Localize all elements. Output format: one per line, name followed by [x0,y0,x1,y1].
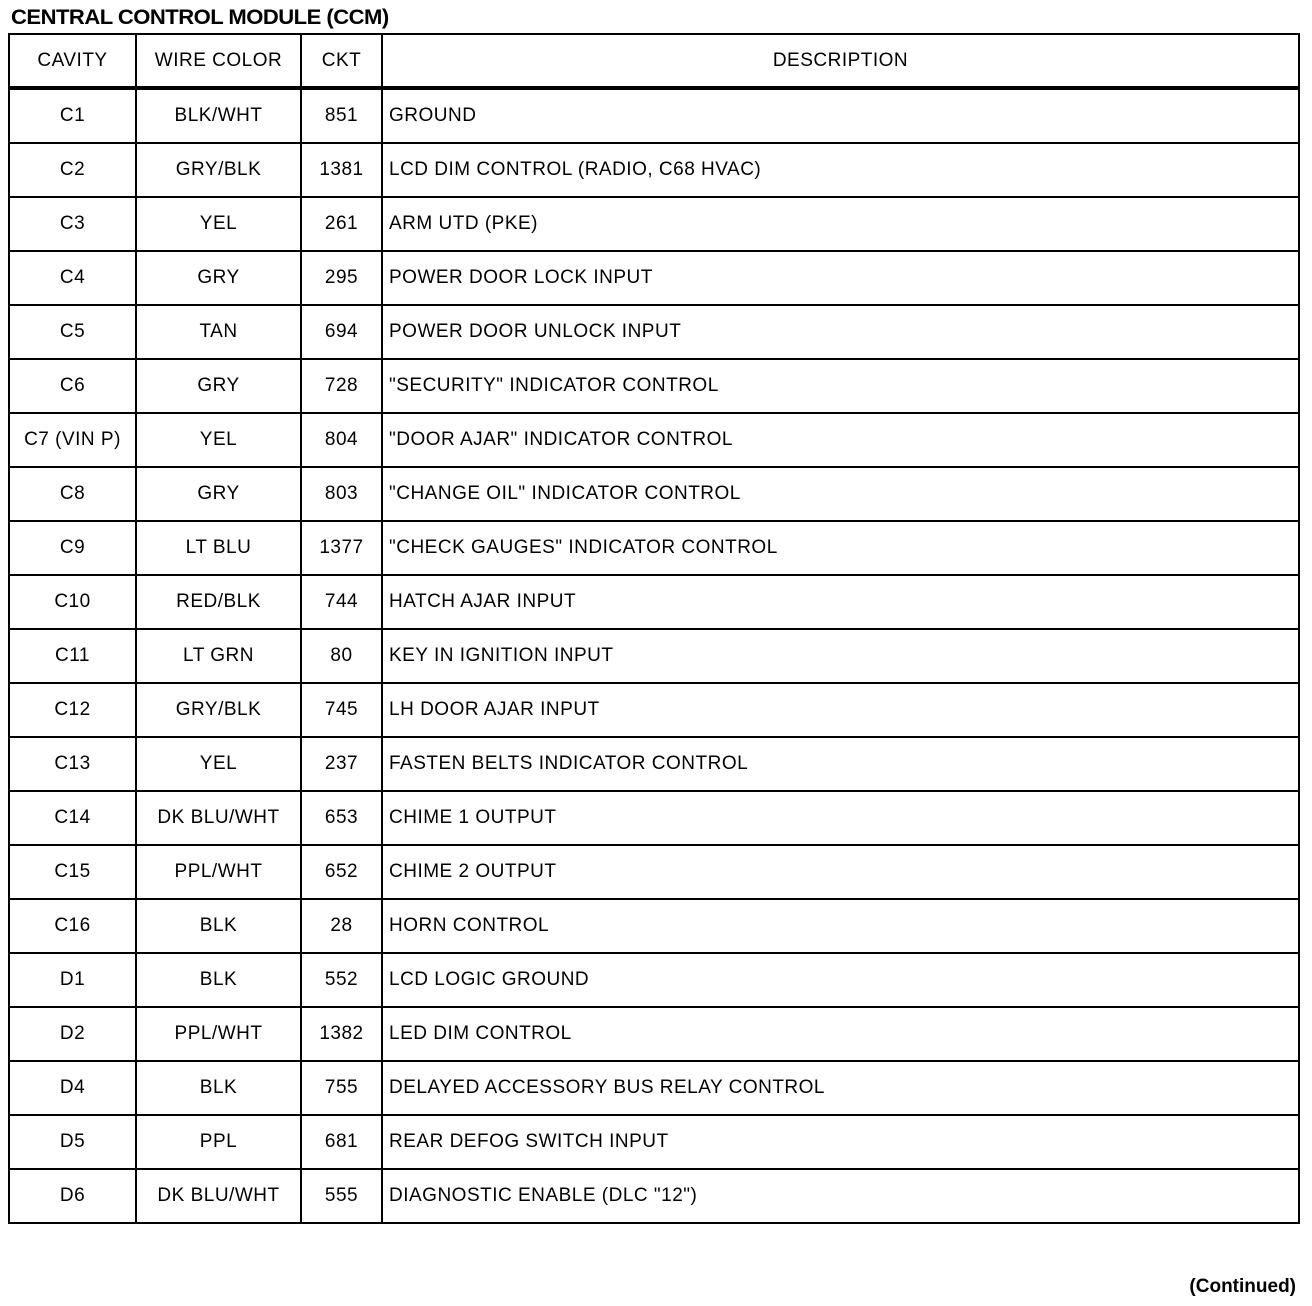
cell-wire-color: RED/BLK [136,575,301,629]
table-row [9,359,1299,413]
cell-cavity: C9 [9,521,136,575]
table-row [9,197,1299,251]
table-row [9,413,1299,467]
cell-description: CHIME 1 OUTPUT [382,791,1299,845]
table-row [9,791,1299,845]
header-ckt: CKT [301,34,382,88]
cell-cavity: C5 [9,305,136,359]
cell-description: "CHANGE OIL" INDICATOR CONTROL [382,467,1299,521]
table-header-row [9,34,1299,88]
cell-wire-color: LT GRN [136,629,301,683]
cell-description: LED DIM CONTROL [382,1007,1299,1061]
table-row [9,845,1299,899]
cell-wire-color: GRY/BLK [136,683,301,737]
cell-description: KEY IN IGNITION INPUT [382,629,1299,683]
cell-ckt: 755 [301,1061,382,1115]
cell-description: HATCH AJAR INPUT [382,575,1299,629]
cell-cavity: C12 [9,683,136,737]
table-row [9,737,1299,791]
ccm-pinout-table [8,33,1300,1224]
cell-cavity: D4 [9,1061,136,1115]
cell-cavity: C16 [9,899,136,953]
cell-ckt: 804 [301,413,382,467]
cell-description: DELAYED ACCESSORY BUS RELAY CONTROL [382,1061,1299,1115]
table-row [9,251,1299,305]
cell-description: FASTEN BELTS INDICATOR CONTROL [382,737,1299,791]
cell-ckt: 652 [301,845,382,899]
cell-wire-color: BLK [136,953,301,1007]
cell-cavity: D1 [9,953,136,1007]
cell-cavity: C6 [9,359,136,413]
cell-cavity: D6 [9,1169,136,1223]
cell-ckt: 728 [301,359,382,413]
continued-note: (Continued) [1189,1276,1296,1297]
cell-ckt: 555 [301,1169,382,1223]
cell-description: "DOOR AJAR" INDICATOR CONTROL [382,413,1299,467]
cell-cavity: C11 [9,629,136,683]
cell-cavity: C1 [9,88,136,143]
cell-ckt: 694 [301,305,382,359]
cell-description: "CHECK GAUGES" INDICATOR CONTROL [382,521,1299,575]
page-title: CENTRAL CONTROL MODULE (CCM) [11,6,389,29]
cell-wire-color: BLK [136,899,301,953]
cell-wire-color: GRY [136,251,301,305]
cell-wire-color: GRY [136,359,301,413]
table-body [9,88,1299,1223]
table-row [9,1061,1299,1115]
header-description: DESCRIPTION [382,34,1299,88]
cell-wire-color: GRY/BLK [136,143,301,197]
header-cavity: CAVITY [9,34,136,88]
table-row [9,629,1299,683]
cell-description: POWER DOOR LOCK INPUT [382,251,1299,305]
cell-ckt: 1382 [301,1007,382,1061]
cell-ckt: 237 [301,737,382,791]
cell-wire-color: PPL/WHT [136,845,301,899]
table-row [9,899,1299,953]
cell-cavity: C4 [9,251,136,305]
cell-cavity: D2 [9,1007,136,1061]
cell-wire-color: DK BLU/WHT [136,1169,301,1223]
table-row [9,143,1299,197]
cell-wire-color: TAN [136,305,301,359]
header-wire-color: WIRE COLOR [136,34,301,88]
cell-wire-color: PPL [136,1115,301,1169]
table-row [9,1007,1299,1061]
cell-wire-color: DK BLU/WHT [136,791,301,845]
cell-wire-color: YEL [136,413,301,467]
cell-wire-color: LT BLU [136,521,301,575]
cell-description: GROUND [382,88,1299,143]
cell-ckt: 295 [301,251,382,305]
cell-cavity: C2 [9,143,136,197]
cell-wire-color: YEL [136,737,301,791]
table-row [9,88,1299,143]
cell-cavity: C3 [9,197,136,251]
cell-cavity: C13 [9,737,136,791]
cell-wire-color: BLK [136,1061,301,1115]
cell-cavity: D5 [9,1115,136,1169]
cell-description: LH DOOR AJAR INPUT [382,683,1299,737]
cell-ckt: 1377 [301,521,382,575]
cell-description: CHIME 2 OUTPUT [382,845,1299,899]
table-row [9,1169,1299,1223]
cell-cavity: C7 (VIN P) [9,413,136,467]
cell-ckt: 1381 [301,143,382,197]
cell-description: "SECURITY" INDICATOR CONTROL [382,359,1299,413]
cell-cavity: C15 [9,845,136,899]
table-row [9,683,1299,737]
cell-cavity: C8 [9,467,136,521]
table-row [9,575,1299,629]
cell-description: POWER DOOR UNLOCK INPUT [382,305,1299,359]
cell-ckt: 745 [301,683,382,737]
cell-description: HORN CONTROL [382,899,1299,953]
cell-wire-color: YEL [136,197,301,251]
cell-ckt: 28 [301,899,382,953]
cell-ckt: 261 [301,197,382,251]
cell-wire-color: GRY [136,467,301,521]
table-row [9,305,1299,359]
cell-ckt: 653 [301,791,382,845]
cell-ckt: 80 [301,629,382,683]
cell-ckt: 744 [301,575,382,629]
table-row [9,1115,1299,1169]
cell-ckt: 851 [301,88,382,143]
cell-ckt: 681 [301,1115,382,1169]
cell-description: DIAGNOSTIC ENABLE (DLC "12") [382,1169,1299,1223]
cell-cavity: C10 [9,575,136,629]
cell-description: LCD DIM CONTROL (RADIO, C68 HVAC) [382,143,1299,197]
cell-description: ARM UTD (PKE) [382,197,1299,251]
cell-cavity: C14 [9,791,136,845]
cell-ckt: 803 [301,467,382,521]
cell-wire-color: PPL/WHT [136,1007,301,1061]
cell-ckt: 552 [301,953,382,1007]
table-row [9,953,1299,1007]
cell-description: LCD LOGIC GROUND [382,953,1299,1007]
cell-description: REAR DEFOG SWITCH INPUT [382,1115,1299,1169]
table-row [9,521,1299,575]
table-row [9,467,1299,521]
cell-wire-color: BLK/WHT [136,88,301,143]
